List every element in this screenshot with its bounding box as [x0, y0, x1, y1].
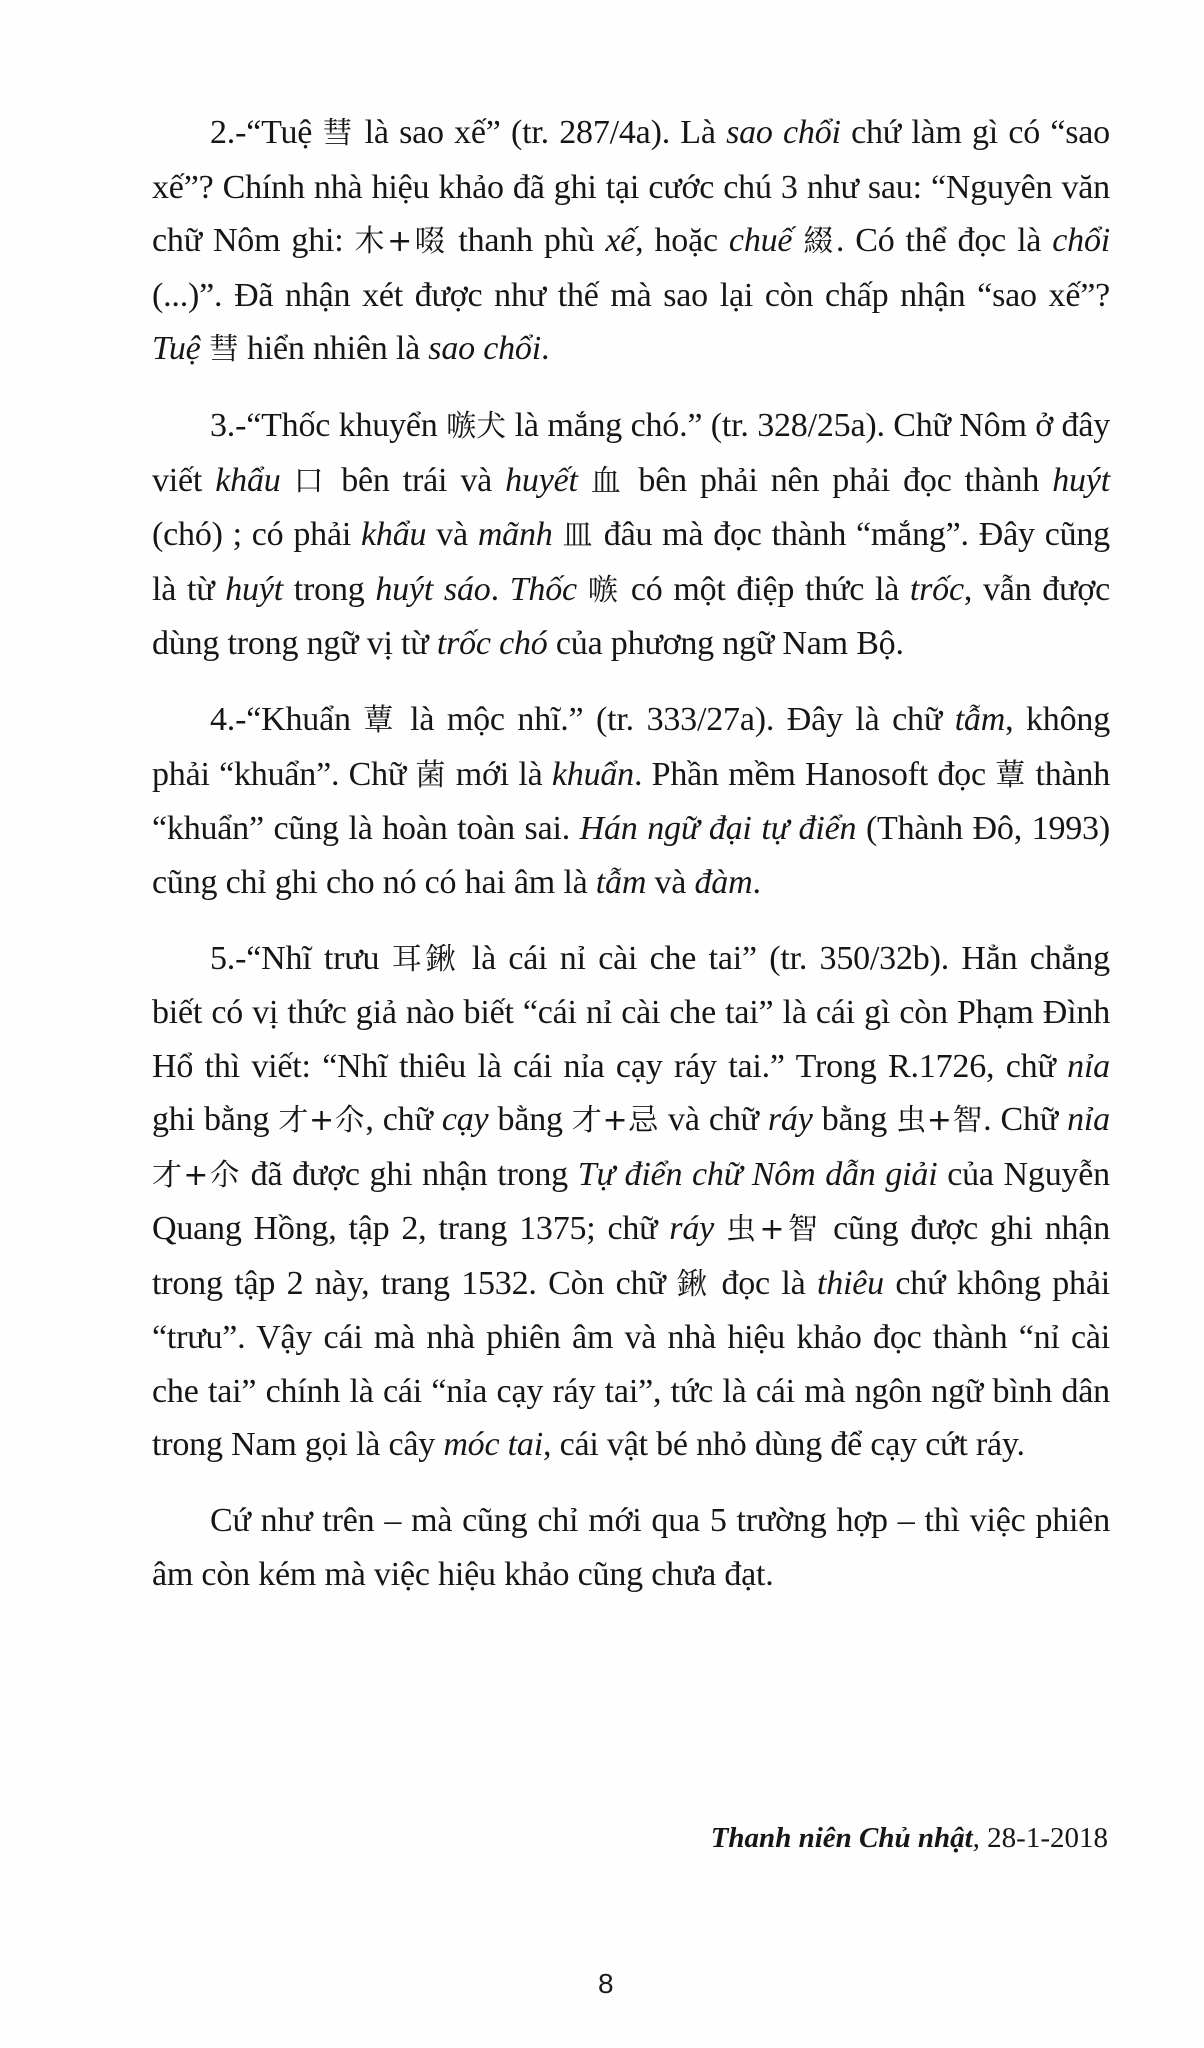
italic-term: cạy — [441, 1101, 489, 1138]
italic-term: xế — [605, 222, 636, 259]
page-number: 8 — [598, 1968, 614, 1999]
italic-term: nỉa — [1067, 1047, 1110, 1085]
paragraph-item-5 — [152, 932, 1110, 1472]
text-run: và — [426, 516, 478, 553]
paragraph-item-3 — [152, 399, 1110, 671]
text-run: là mộc nhĩ.” (tr. 333/27a). Đây là chữ — [397, 701, 955, 738]
han-nom-character: 血 — [590, 463, 626, 499]
text-run: là cái nỉ cài che tai” (tr. 350/32b). Hẳn chẳng biết có vị thức giả nào biết “cái nỉ cài che tai” là cái gì còn Phạm Đình Hổ thì viết: “Nhĩ thiêu là cái nỉa cạy ráy tai.” Trong R.1726, chữ — [152, 939, 1110, 1085]
text-run: đọc là — [710, 1264, 817, 1302]
text-run: cũng được ghi nhận trong tập 2 này, trang 1532. Còn chữ — [152, 1210, 1110, 1302]
han-nom-character: 菌 — [415, 757, 447, 793]
text-run: , không phải “khuẩn”. Chữ — [152, 701, 1111, 793]
text-run — [281, 462, 294, 499]
text-run: là mắng chó.” (tr. 328/25a). Chữ Nôm ở đây viết — [152, 407, 1111, 499]
text-run: (Thành Đô, 1993) cũng chỉ ghi cho nó có hai âm là — [152, 810, 1110, 901]
citation-date: 28-1-2018 — [987, 1822, 1108, 1854]
italic-term: sao chổi — [726, 114, 841, 151]
italic-term: chuế — [728, 222, 793, 259]
text-run: , vẫn được dùng trong ngữ vị từ — [152, 570, 1110, 662]
italic-term: ráy — [767, 1101, 813, 1138]
italic-term: huýt sáo — [375, 570, 491, 608]
italic-term: Thốc — [509, 570, 577, 608]
paragraph-item-4 — [152, 693, 1110, 909]
italic-term: trốc — [909, 570, 964, 608]
italic-term: chổi — [1052, 222, 1110, 259]
text-run: (chó) ; có phải — [152, 516, 362, 553]
source-citation — [711, 1818, 1108, 1858]
text-run: trong — [282, 570, 376, 608]
han-nom-character: 口 — [293, 463, 329, 499]
italic-term: nỉa — [1067, 1101, 1110, 1138]
text-run: của Nguyễn Quang Hồng, tập 2, trang 1375; chữ — [152, 1155, 1110, 1247]
italic-term: huyết — [505, 461, 578, 499]
text-run: ghi bằng — [152, 1101, 279, 1138]
text-run: của phương ngữ Nam Bộ. — [547, 625, 904, 662]
text-run: 2.-“Tuệ — [210, 114, 323, 151]
italic-term: khẩu — [361, 516, 427, 553]
text-run — [792, 222, 803, 259]
text-run: . — [490, 570, 510, 608]
han-nom-character: 鍬 — [677, 1266, 710, 1302]
text-run: chứ làm gì có “sao xế”? Chính nhà hiệu khảo đã ghi tại cước chú 3 như sau: “Nguyên văn chữ Nôm ghi: — [152, 114, 1110, 259]
text-run: . Phần mềm Hanosoft đọc — [633, 755, 996, 793]
text-run: . Chữ — [983, 1101, 1068, 1138]
han-nom-character: 才+尒 — [152, 1157, 241, 1193]
han-nom-character: 耳鍬 — [391, 941, 460, 977]
text-run: . Có thể đọc là — [835, 222, 1053, 259]
italic-term: Tuệ — [152, 330, 201, 367]
han-nom-character: 木+啜 — [354, 224, 448, 259]
italic-term: tẫm — [954, 701, 1006, 738]
han-nom-character: 才+忌 — [571, 1103, 659, 1138]
text-run — [553, 516, 563, 553]
han-nom-character: 蕈 — [995, 757, 1027, 793]
text-run: 4.-“Khuẩn — [210, 701, 364, 738]
text-run: (...)”. Đã nhận xét được như thế mà sao lại còn chấp nhận “sao xế”? — [152, 276, 1110, 314]
text-run: 5.-“Nhĩ trưu — [210, 939, 392, 977]
citation-separator: , — [972, 1822, 988, 1854]
italic-term: thiêu — [816, 1264, 884, 1302]
italic-term: huýt — [225, 570, 283, 608]
paragraph-conclusion — [152, 1494, 1110, 1601]
italic-term: khẩu — [215, 461, 281, 499]
text-run: bên phải nên phải đọc thành — [625, 461, 1053, 499]
han-nom-character: 嗾犬 — [446, 409, 507, 444]
text-run: , chữ — [365, 1101, 442, 1138]
italic-term: móc tai — [443, 1426, 543, 1463]
han-nom-character: 皿 — [562, 518, 594, 553]
text-run: bên trái và — [328, 461, 506, 499]
text-run: 3.-“Thốc khuyển — [210, 407, 447, 444]
text-run: hiển nhiên là — [238, 330, 429, 367]
han-nom-character: 彗 — [322, 116, 355, 151]
text-run: đâu mà đọc thành “mắng”. Đây cũng là từ — [152, 516, 1110, 608]
italic-term: sao chổi — [428, 330, 541, 367]
citation-source: Thanh niên Chủ nhật — [710, 1822, 973, 1854]
text-run: đã được ghi nhận trong — [240, 1155, 578, 1193]
han-nom-character: 虫+智 — [725, 1212, 822, 1247]
han-nom-character: 才+尒 — [278, 1103, 366, 1138]
text-run: bằng — [812, 1101, 897, 1138]
text-run: . — [540, 330, 550, 367]
text-run — [201, 330, 209, 367]
han-nom-character: 綴 — [803, 224, 836, 259]
text-run — [577, 571, 588, 608]
paragraph-item-2 — [152, 106, 1110, 377]
italic-term: mãnh — [477, 516, 553, 553]
text-run: thanh phù — [447, 222, 606, 259]
text-run: thành “khuẩn” cũng là hoàn toàn sai. — [152, 755, 1110, 847]
han-nom-character: 嗾 — [587, 572, 621, 608]
text-run: có một điệp thức là — [620, 570, 910, 608]
italic-term: trốc chó — [436, 625, 548, 662]
text-run: chứ không phải “trưu”. Vậy cái mà nhà phiên âm và nhà hiệu khảo đọc thành “nỉ cài che tai” chính là cái “nỉa cạy ráy tai”, tức là cái mà ngôn ngữ bình dân trong Nam gọi là cây — [152, 1264, 1110, 1463]
text-run: . — [752, 863, 761, 901]
text-run: là sao xế” (tr. 287/4a). Là — [354, 114, 727, 151]
text-run: , hoặc — [635, 222, 729, 259]
page-body — [152, 106, 1110, 1624]
text-run: mới là — [446, 755, 552, 793]
text-run: , cái vật bé nhỏ dùng để cạy cứt ráy. — [542, 1426, 1025, 1463]
italic-term: ráy — [669, 1210, 715, 1247]
italic-term: đàm — [694, 863, 753, 901]
italic-term: huýt — [1052, 461, 1110, 499]
han-nom-character: 虫+智 — [896, 1103, 984, 1138]
text-run — [578, 462, 591, 499]
italic-term: Hán ngữ đại tự điển — [579, 810, 857, 847]
text-run: Cứ như trên – mà cũng chỉ mới qua 5 trường hợp – thì việc phiên âm còn kém mà việc hiệu khảo cũng chưa đạt. — [152, 1502, 1110, 1593]
italic-term: khuẩn — [551, 755, 634, 793]
text-run: và chữ — [658, 1101, 768, 1138]
text-run: và — [646, 863, 695, 901]
text-run: bằng — [488, 1101, 572, 1138]
italic-term: tẫm — [595, 863, 647, 901]
han-nom-character: 蕈 — [363, 703, 398, 738]
han-nom-character: 彗 — [208, 332, 239, 367]
italic-term: Tự điển chữ Nôm dẫn giải — [577, 1155, 938, 1193]
text-run — [714, 1210, 726, 1247]
